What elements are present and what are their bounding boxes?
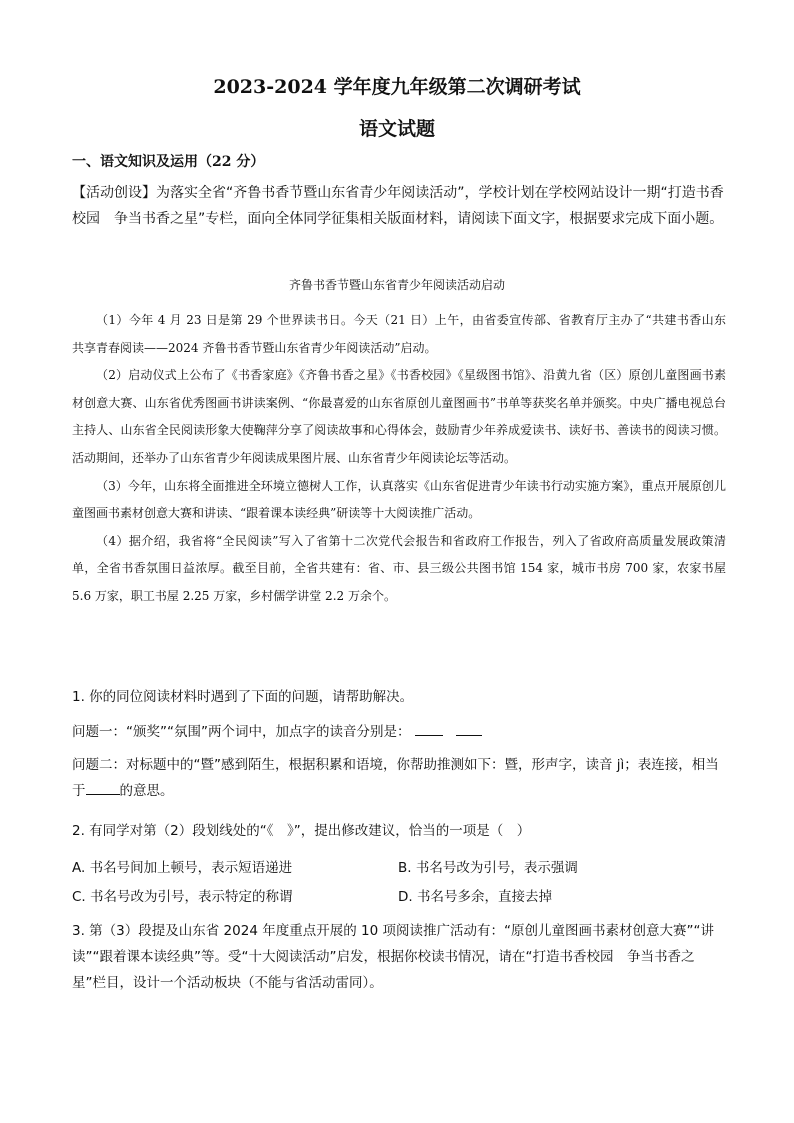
- article-paragraph-2: （2）启动仪式上公布了《书香家庭》《齐鲁书香之星》《书香校园》《星级图书馆》、沿黄九省（区）原创儿童图画书素材创意大赛、山东省优秀图画书讲读案例、“你最喜爱的山东省原创儿童图画书”书单等获奖名单并颁奖。中央广播电视总台主持人、山东省全民阅读形象大使鞠萍分享了阅读故事和心得体会，鼓励青少年养成爱读书、读好书、善读书的阅读习惯。活动期间，还举办了山东省青少年阅读成果图片展、山东省青少年阅读论坛等活动。: [72, 368, 726, 465]
- question-1-part-2-text: 问题二：对标题中的“暨”感到陌生，根据积累和语境，你帮助推测如下：暨，形声字，读音 jì；表连接，相当于: [72, 757, 719, 799]
- answer-blank-2[interactable]: [456, 721, 482, 736]
- article-paragraph-4: （4）据介绍，我省将“全民阅读”写入了省第十二次党代会报告和省政府工作报告，列入了省政府高质量发展政策清单，全省书香氛围日益浓厚。截至目前，全省共建有：省、市、县三级公共图书馆 154 家，城市书房 700 家，农家书屋 5.6 万家，职工书屋 2.25 万家，乡村儒学讲堂 2.2 万余个。: [72, 533, 726, 603]
- option-a[interactable]: A. 书名号间加上顿号，表示短语递进: [72, 860, 293, 876]
- question-1: 1. 你的同位阅读材料时遇到了下面的问题，请帮助解决。: [72, 689, 414, 705]
- exam-title: 2023-2024 学年度九年级第二次调研考试: [213, 76, 581, 98]
- article-paragraph-3: （3）今年，山东将全面推进全环境立德树人工作，认真落实《山东省促进青少年读书行动实施方案》，重点开展原创儿童图画书素材创意大赛和讲读、“跟着课本读经典”研读等十大阅读推广活动。: [72, 478, 726, 521]
- options-row-2: [72, 885, 726, 911]
- activity-intro: 【活动创设】为落实全省“齐鲁书香节暨山东省青少年阅读活动”，学校计划在学校网站设计一期“打造书香校园 争当书香之星”专栏，面向全体同学征集相关版面材料，请阅读下面文字，根据要求完成下面小题。: [72, 185, 724, 227]
- question-1-part-2: [72, 752, 726, 804]
- answer-blank-3[interactable]: [86, 780, 120, 795]
- article-paragraph-1: （1）今年 4 月 23 日是第 29 个世界读书日。今天（21 日）上午，由省委宣传部、省教育厅主办了“共建书香山东 共享青春阅读——2024 齐鲁书香节暨山东省青少年阅读活动”启动。: [72, 313, 739, 355]
- question-1-part-1: [72, 719, 726, 745]
- question-1-part-2-end: 的意思。: [119, 783, 174, 799]
- exam-subtitle: 语文试题: [358, 118, 435, 140]
- question-1-part-1-text: 问题一：“颁奖”“氛围”两个词中，加点字的读音分别是：: [72, 724, 411, 740]
- article-title: 齐鲁书香节暨山东省青少年阅读活动启动: [288, 278, 505, 292]
- section-heading: 一、语文知识及运用（22 分）: [72, 154, 265, 170]
- option-d[interactable]: D. 书名号多余，直接去掉: [398, 889, 552, 905]
- option-c[interactable]: C. 书名号改为引号，表示特定的称谓: [72, 889, 293, 905]
- question-3: 3. 第（3）段提及山东省 2024 年度重点开展的 10 项阅读推广活动有：“原创儿童图画书素材创意大赛”“讲读”“跟着课本读经典”等。受“十大阅读活动”启发，根据你校读书情况，请在“打造书香校园 争当书香之星”栏目，设计一个活动板块（不能与省活动雷同）。: [72, 923, 714, 991]
- answer-blank-1[interactable]: [415, 721, 443, 736]
- options-row-1: [72, 856, 726, 882]
- article-body: [72, 307, 739, 611]
- question-2: 2. 有同学对第（2）段划线处的“《 》”，提出修改建议，恰当的一项是（ ）: [72, 823, 531, 839]
- option-b[interactable]: B. 书名号改为引号，表示强调: [398, 860, 578, 876]
